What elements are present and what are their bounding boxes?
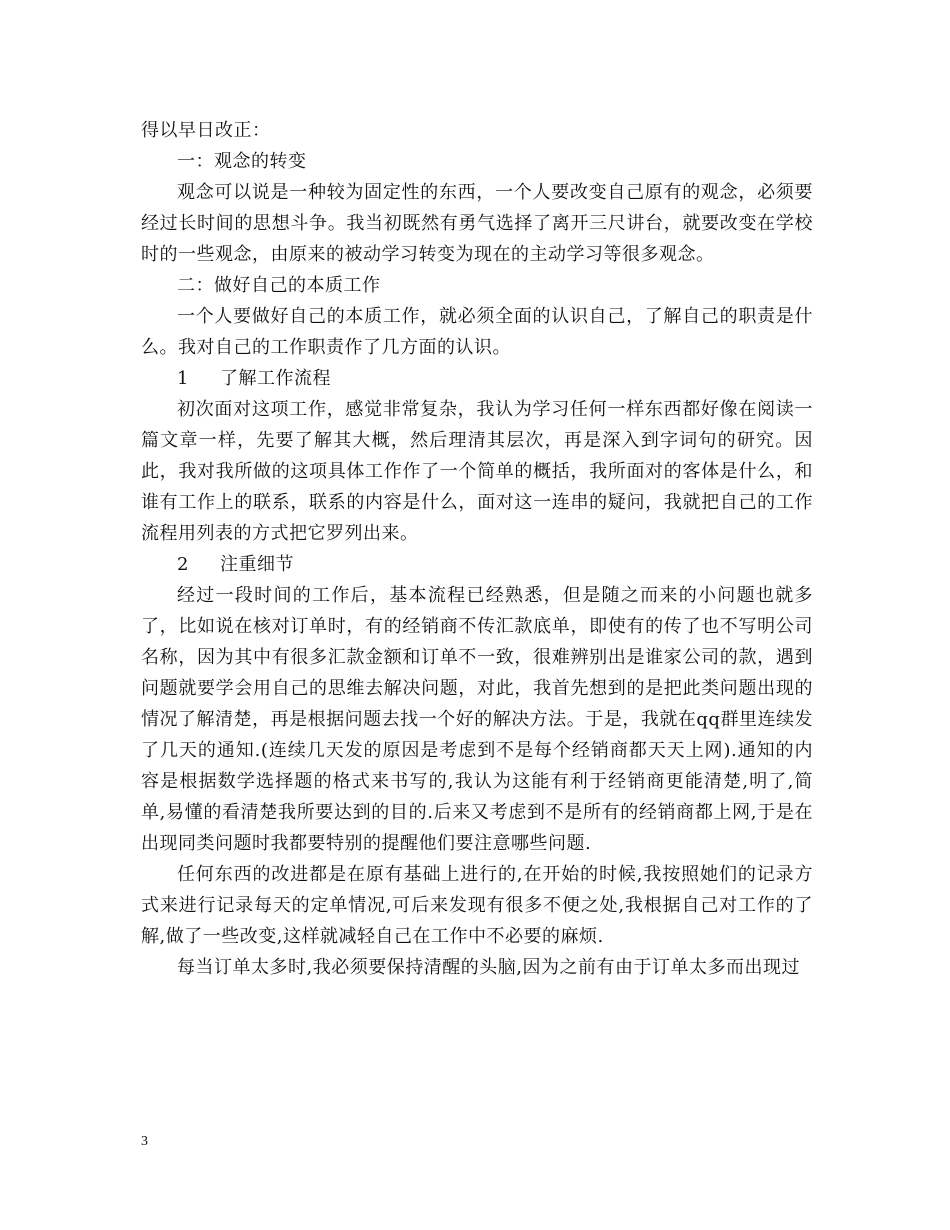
- paragraph-details: 经过一段时间的工作后，基本流程已经熟悉，但是随之而来的小问题也就多了，比如说在核对订单时，有的经销商不传汇款底单，即使有的传了也不写明公司名称，因为其中有很多汇款金额和订单不一致，很难辨别出是谁家公司的款，遇到问题就要学会用自己的思维去解决问题，对此，我首先想到的是把此类问题出现的情况了解清楚，再是根据问题去找一个好的解决方法。于是，我就在qq群里连续发了几天的通知.(连续几天发的原因是考虑到不是每个经销商都天天上网).通知的内容是根据数学选择题的格式来书写的,我认为这能有利于经销商更能清楚,明了,简单,易懂的看清楚我所要达到的目的.后来又考虑到不是所有的经销商都上网,于是在出现同类问题时我都要特别的提醒他们要注意哪些问题.: [141, 585, 813, 854]
- subheading-details: 2 注重细节: [177, 554, 295, 575]
- heading-essential-work: 二：做好自己的本质工作: [177, 275, 381, 296]
- document-body: [141, 115, 813, 983]
- paragraph-improvement: 任何东西的改进都是在原有基础上进行的,在开始的时候,我按照她们的记录方式来进行记录每天的定单情况,可后来发现有很多不便之处,我根据自己对工作的了解,做了一些改变,这样就减轻自己在工作中不必要的麻烦.: [141, 864, 813, 947]
- paragraph-intro: 得以早日改正：: [141, 120, 271, 141]
- paragraph-concept: 观念可以说是一种较为固定性的东西，一个人要改变自己原有的观念，必须要经过长时间的思想斗争。我当初既然有勇气选择了离开三尺讲台，就要改变在学校时的一些观念，由原来的被动学习转变为现在的主动学习等很多观念。: [141, 182, 813, 265]
- subheading-workflow: 1 了解工作流程: [177, 368, 332, 389]
- paragraph-essential-work: 一个人要做好自己的本质工作，就必须全面的认识自己，了解自己的职责是什么。我对自己的工作职责作了几方面的认识。: [141, 306, 813, 358]
- paragraph-orders: 每当订单太多时,我必须要保持清醒的头脑,因为之前有由于订单太多而出现过: [177, 957, 800, 978]
- paragraph-workflow: 初次面对这项工作，感觉非常复杂，我认为学习任何一样东西都好像在阅读一篇文章一样，先要了解其大概，然后理清其层次，再是深入到字词句的研究。因此，我对我所做的这项具体工作作了一个简单的概括，我所面对的客体是什么，和谁有工作上的联系，联系的内容是什么，面对这一连串的疑问，我就把自己的工作流程用列表的方式把它罗列出来。: [141, 399, 813, 544]
- page-number: 3: [141, 1134, 148, 1149]
- heading-concept-change: 一：观念的转变: [177, 151, 307, 172]
